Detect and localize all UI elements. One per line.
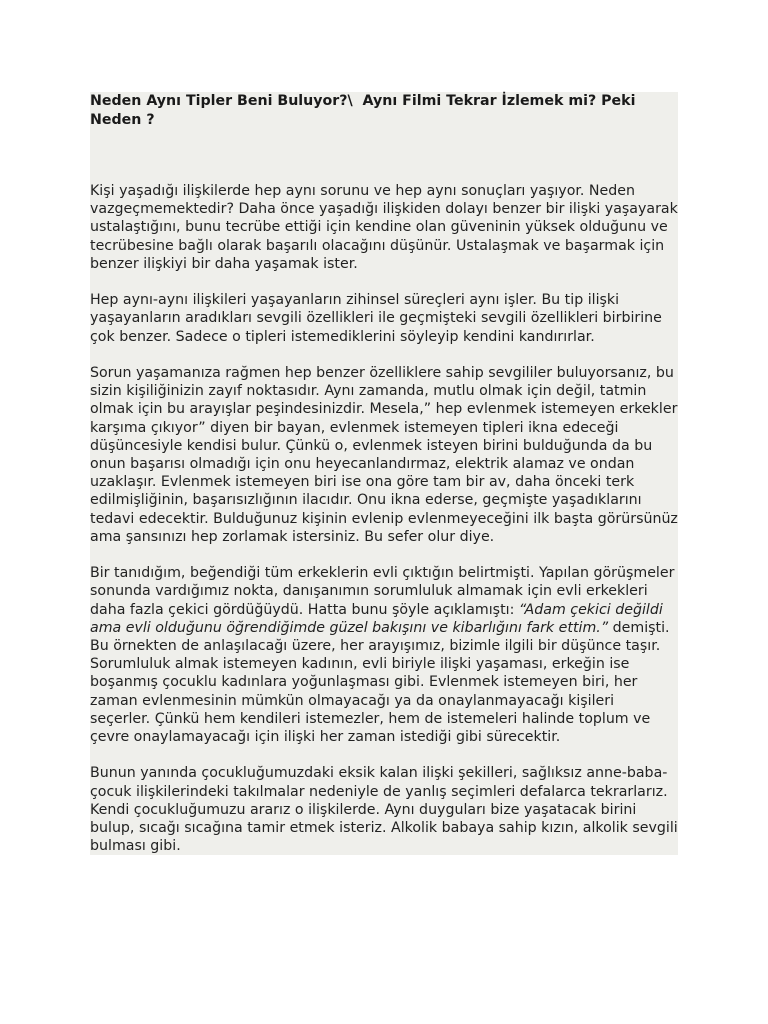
document-title: Neden Aynı Tipler Beni Buluyor?\ Aynı Filmi Tekrar İzlemek mi? Peki Neden ? [90,93,641,128]
paragraph-gap [90,546,678,564]
paragraph-5: Bunun yanında çocukluğumuzdaki eksik kalan ilişki şekilleri, sağlıksız anne-baba-çocuk ilişkilerindeki takılmalar nedeniyle de yanlış seçimleri defalarca tekrarlarız. Kendi çocukluğumuzu ararız o ilişkilerde. Aynı duyguları bize yaşatacak birini bulup, sıcağı sıcağına tamir etmek isteriz. Alkolik babaya sahip kızın, alkolik sevgili bulması gibi. [90,765,678,855]
paragraph-1: Kişi yaşadığı ilişkilerde hep aynı sorunu ve hep aynı sonuçları yaşıyor. Neden vazgeçmemektedir? Daha önce yaşadığı ilişkiden dolayı benzer bir ilişki yaşayarak ustalaştığını, bunu tecrübe ettiği için kendine olan güveninin yüksek olduğunu ve tecrübesine bağlı olarak başarılı olacağını düşünür. Ustalaşmak ve başarmak için benzer ilişkiyi bir daha yaşamak ister. [90,183,678,272]
document-page [90,92,678,855]
paragraph-gap [90,346,678,364]
paragraph-2: Hep aynı-aynı ilişkileri yaşayanların zihinsel süreçleri aynı işler. Bu tip ilişki yaşayanların aradıkları sevgili özellikleri ile geçmişteki sevgili özellikleri birbirine çok benzer. Sadece o tipleri istemediklerini söyleyip kendini kandırırlar. [90,292,662,345]
paragraph-gap [90,273,678,291]
paragraph-4-after: demişti. Bu örnekten de anlaşılacağı üzere, her arayışımız, bizimle ilgili bir düşünce taşır. Sorumluluk almak istemeyen kadının, evli biriyle ilişki yaşaması, erkeğin ise boşanmış çocuklu kadınlara yoğunlaşması gibi. Evlenmek istemeyen biri, her zaman evlenmesinin mümkün olmayacağı ya da onaylanmayacağı kişileri seçerler. Çünkü hem kendileri istemezler, hem de istemeleri halinde toplum ve çevre onaylamayacağı için ilişki her zaman istediği gibi sürecektir. [90,619,670,746]
document-body [90,182,678,855]
paragraph-4 [90,564,678,746]
title-block [90,92,678,182]
paragraph-3: Sorun yaşamanıza rağmen hep benzer özelliklere sahip sevgililer buluyorsanız, bu sizin kişiliğinizin zayıf noktasıdır. Aynı zamanda, mutlu olmak için değil, tatmin olmak için bu arayışlar peşindesinizdir. Mesela,” hep evlenmek istemeyen erkekler karşıma çıkıyor” diyen bir bayan, evlenmek istemeyen tipleri ikna edeceği düşüncesiyle kendisi bulur. Çünkü o, evlenmek isteyen birini bulduğunda da bu onun başarısı olmadığı için onu heyecanlandırmaz, elektrik alamaz ve ondan uzaklaşır. Evlenmek istemeyen biri ise ona göre tam bir av, daha önceki terk edilmişliğinin, başarısızlığının ilacıdır. Onu ikna ederse, geçmişte yaşadıklarını tedavi edecektir. Bulduğunuz kişinin evlenip evlenmeyeceğini ilk başta görürsünüz ama şansınızı hep zorlamak istersiniz. Bu sefer olur diye. [90,365,678,545]
paragraph-4-quote: “Adam çekici değildi ama evli olduğunu öğrendiğimde güzel bakışını ve kibarlığını fark ettim.” [90,601,663,636]
paragraph-4-before: Bir tanıdığım, beğendiği tüm erkeklerin evli çıktığın belirtmişti. Yapılan görüşmeler sonunda vardığımız nokta, danışanımın sorumluluk almamak için evli erkekleri daha fazla çekici gördüğüydü. Hatta bunu şöyle açıklamıştı: [90,565,675,618]
paragraph-gap [90,746,678,764]
